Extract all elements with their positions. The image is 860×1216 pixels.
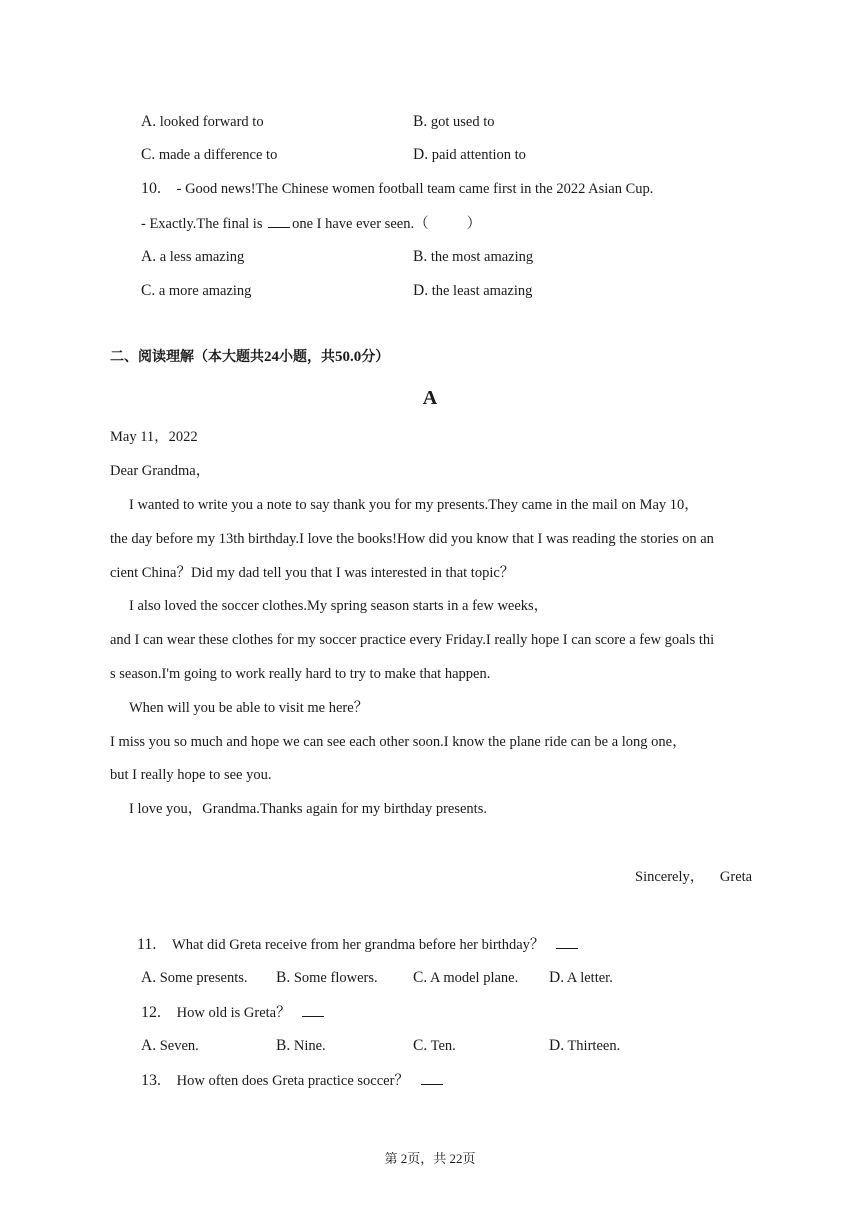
letter-greeting: Dear Grandma，: [110, 463, 211, 479]
answer-blank[interactable]: [556, 934, 578, 949]
option-letter: A.: [141, 113, 157, 130]
passage-line: I also loved the soccer clothes.My spring season starts in a few weeks，: [129, 598, 549, 614]
option-text: Some presents.: [159, 970, 248, 986]
section-score: 50.0: [335, 349, 362, 365]
letter-date: May 11，2022: [110, 429, 198, 445]
option-text: Ten.: [430, 1038, 456, 1054]
q11-option-b: [276, 968, 378, 988]
option-letter: C.: [141, 282, 156, 299]
option-text: got used to: [430, 114, 495, 130]
answer-blank[interactable]: [268, 213, 290, 228]
option-letter: B.: [413, 113, 428, 130]
option-letter: B.: [276, 969, 291, 986]
paren-close: ）: [466, 216, 482, 232]
answer-blank[interactable]: [421, 1070, 443, 1085]
signature: Greta: [719, 869, 753, 885]
question-text-pre: - Exactly.The final is: [141, 216, 263, 232]
question-text: How old is Greta？: [176, 1005, 291, 1021]
q12-option-a: [141, 1036, 199, 1056]
q9-option-c: [141, 145, 277, 165]
option-text: made a difference to: [158, 147, 278, 163]
q10-stem-line2: [141, 213, 481, 234]
passage-line: cient China？Did my dad tell you that I was interested in that topic？: [110, 565, 515, 581]
q12-stem: [141, 1002, 326, 1023]
option-text: Some flowers.: [293, 970, 378, 986]
q13-stem: [141, 1070, 445, 1091]
question-number: 10.: [141, 180, 161, 197]
passage-line: but I really hope to see you.: [110, 767, 272, 783]
q11-option-d: [549, 968, 613, 988]
option-letter: A.: [141, 248, 157, 265]
q10-stem-line1: [141, 179, 653, 199]
option-letter: A.: [141, 1037, 157, 1054]
passage-line: I wanted to write you a note to say thank you for my presents.They came in the mail on May 10，: [129, 497, 699, 513]
option-text: paid attention to: [431, 147, 526, 163]
question-number: 13.: [141, 1072, 161, 1089]
option-text: Nine.: [293, 1038, 326, 1054]
q11-stem: [137, 934, 580, 955]
section-question-count: 24: [264, 349, 279, 365]
question-text: What did Greta receive from her grandma before her birthday？: [172, 937, 545, 953]
q9-option-b: [413, 112, 494, 132]
option-text: a more amazing: [158, 283, 252, 299]
q12-option-c: [413, 1036, 456, 1056]
option-text: A model plane.: [430, 970, 519, 986]
question-text-post: one I have ever seen.（: [292, 216, 429, 232]
passage-line: and I can wear these clothes for my soccer practice every Friday.I really hope I can score a few goals thi: [110, 632, 715, 648]
option-letter: A.: [141, 969, 157, 986]
option-letter: C.: [141, 146, 156, 163]
passage-line: the day before my 13th birthday.I love the books!How did you know that I was reading the stories on an: [110, 531, 714, 547]
option-text: Thirteen.: [567, 1038, 621, 1054]
q12-option-d: [549, 1036, 620, 1056]
option-letter: C.: [413, 1037, 428, 1054]
question-number: 11.: [137, 936, 157, 953]
section-heading-mid: 小题，共: [279, 349, 335, 365]
option-text: A letter.: [566, 970, 613, 986]
passage-line: I miss you so much and hope we can see each other soon.I know the plane ride can be a long one，: [110, 734, 687, 750]
q11-option-a: [141, 968, 248, 988]
letter-closing: [635, 867, 752, 887]
option-letter: B.: [276, 1037, 291, 1054]
passage-line: s season.I'm going to work really hard to try to make that happen.: [110, 666, 491, 682]
option-letter: B.: [413, 248, 428, 265]
q9-option-a: [141, 112, 264, 132]
q10-option-a: [141, 247, 244, 267]
q9-option-d: [413, 145, 526, 165]
question-number: 12.: [141, 1004, 161, 1021]
q10-option-c: [141, 281, 251, 301]
page-footer: 第 2页，共 22页: [384, 1151, 476, 1166]
option-text: looked forward to: [159, 114, 264, 130]
passage-title: A: [422, 387, 438, 409]
passage-line: When will you be able to visit me here？: [129, 700, 369, 716]
option-letter: D.: [549, 969, 565, 986]
q10-option-d: [413, 281, 532, 301]
q10-option-b: [413, 247, 533, 267]
answer-blank[interactable]: [302, 1002, 324, 1017]
q11-option-c: [413, 968, 518, 988]
option-text: the least amazing: [431, 283, 533, 299]
section-heading-post: 分）: [361, 349, 390, 365]
option-letter: D.: [413, 282, 429, 299]
option-letter: D.: [413, 146, 429, 163]
q12-option-b: [276, 1036, 326, 1056]
option-letter: D.: [549, 1037, 565, 1054]
question-text: How often does Greta practice soccer？: [176, 1073, 409, 1089]
section-heading-reading: [110, 347, 389, 367]
closing-word: Sincerely，: [635, 869, 705, 885]
passage-line: I love you，Grandma.Thanks again for my birthday presents.: [129, 801, 487, 817]
section-heading-pre: 二、阅读理解（本大题共: [110, 349, 264, 365]
option-letter: C.: [413, 969, 428, 986]
option-text: the most amazing: [430, 249, 534, 265]
option-text: a less amazing: [159, 249, 245, 265]
question-text: - Good news!The Chinese women football team came first in the 2022 Asian Cup.: [176, 181, 654, 197]
option-text: Seven.: [159, 1038, 199, 1054]
